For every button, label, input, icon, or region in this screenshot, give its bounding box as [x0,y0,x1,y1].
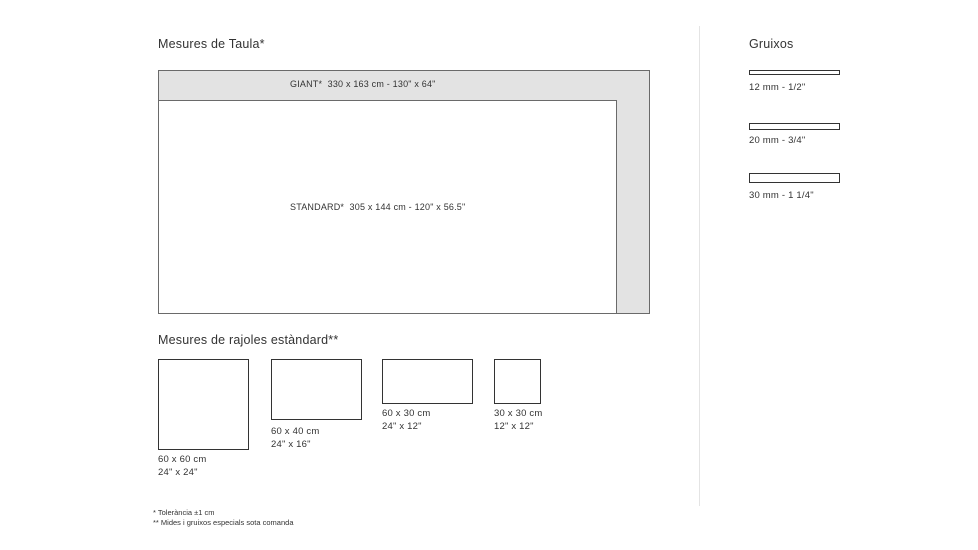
table-sizes-title: Mesures de Taula* [158,37,265,51]
tile-60x30 [382,359,473,404]
giant-label [290,79,436,89]
tile-30x30-caption [494,407,542,433]
tile-sizes-title: Mesures de rajoles estàndard** [158,333,339,347]
tile-30x30-imperial: 12" x 12" [494,421,534,432]
thickness-30mm-label: 30 mm - 1 1/4" [749,190,814,201]
tile-60x30-imperial: 24" x 12" [382,421,422,432]
standard-dims: 305 x 144 cm - 120" x 56.5" [349,202,466,212]
tile-60x60-metric: 60 x 60 cm [158,454,207,465]
giant-name: GIANT* [290,79,323,89]
thickness-20mm-bar [749,123,840,130]
tile-30x30-metric: 30 x 30 cm [494,408,543,419]
tile-60x40-imperial: 24" x 16" [271,439,311,450]
footnote-tolerance: * Tolerància ±1 cm [153,508,215,517]
tile-60x60 [158,359,249,450]
thickness-12mm-bar [749,70,840,75]
standard-name: STANDARD* [290,202,345,212]
tile-60x30-caption [382,407,430,433]
thickness-title: Gruixos [749,37,794,51]
footnote-special-sizes: ** Mides i gruixos especials sota comanda [153,518,294,527]
thickness-12mm-label: 12 mm - 1/2" [749,82,806,93]
tile-60x40-metric: 60 x 40 cm [271,426,320,437]
standard-label [290,202,465,212]
thickness-30mm-bar [749,173,840,183]
tile-60x30-metric: 60 x 30 cm [382,408,431,419]
section-divider [699,26,700,506]
giant-dims: 330 x 163 cm - 130" x 64" [327,79,436,89]
thickness-20mm-label: 20 mm - 3/4" [749,135,806,146]
tile-60x60-imperial: 24" x 24" [158,467,198,478]
tile-60x40 [271,359,362,420]
tile-60x40-caption [271,425,319,451]
tile-60x60-caption [158,453,206,479]
tile-30x30 [494,359,541,404]
